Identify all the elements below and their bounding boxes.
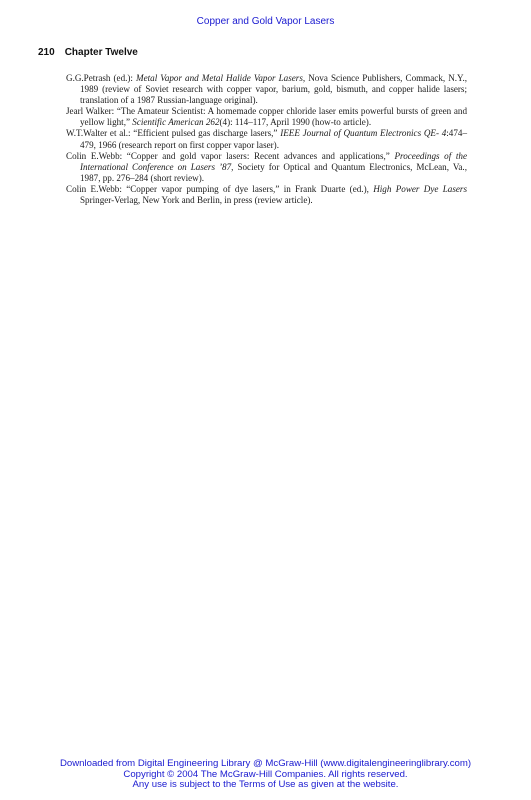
running-head: Copper and Gold Vapor Lasers <box>196 16 335 27</box>
reference-item-webb-2: Colin E.Webb: “Copper vapor pumping of dye lasers,” in Frank Duarte (ed.), High Power Dye Lasers Springer-Verlag, New York and Berlin, in press (review article). <box>66 183 467 206</box>
reference-item-walker: Jearl Walker: “The Amateur Scientist: A homemade copper chloride laser emits powerful bursts of green and yellow light,” Scientific American 262(4): 114–117, April 1990 (how-to article). <box>66 106 467 128</box>
footer-download-link[interactable]: Downloaded from Digital Engineering Library @ McGraw-Hill (www.digitalengineeringlibrary.com) <box>59 758 472 769</box>
footer-copyright: Copyright © 2004 The McGraw-Hill Companies. All rights reserved. <box>123 768 408 780</box>
chapter-title: Chapter Twelve <box>64 47 138 58</box>
reference-list <box>66 73 467 206</box>
page-number: 210 <box>38 47 55 58</box>
page-header <box>38 47 138 58</box>
reference-item-webb-1: Colin E.Webb: “Copper and gold vapor lasers: Recent advances and applications,” Proceedings of the International Conference on Lasers ’87, Society for Optical and Quantum Electronics, McLean, Va., 1987, pp. 276–284 (short review). <box>66 150 467 183</box>
footer-terms: Any use is subject to the Terms of Use as given at the website. <box>132 779 399 791</box>
reference-item-walter: W.T.Walter et al.: “Efficient pulsed gas discharge lasers,” IEEE Journal of Quantum Electronics QE- 4:474–479, 1966 (research report on first copper vapor laser). <box>66 128 467 150</box>
copyright-footer <box>0 759 531 791</box>
reference-item-petrash: G.G.Petrash (ed.): Metal Vapor and Metal Halide Vapor Lasers, Nova Science Publishers, Commack, N.Y., 1989 (review of Soviet research with copper vapor, barium, gold, bismuth, and copper halide lasers; translation of a 1987 Russian-language original). <box>66 73 467 106</box>
